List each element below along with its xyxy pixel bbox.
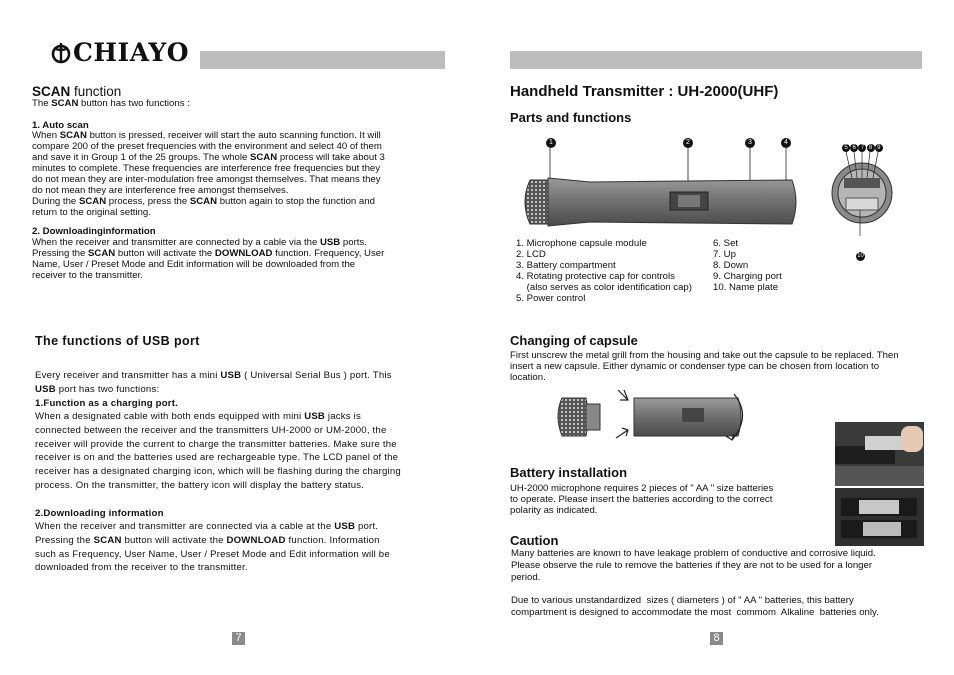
- auto-scan-heading: 1. Auto scan: [32, 120, 89, 131]
- text-line: [35, 548, 455, 562]
- text-run-bold: SCAN: [51, 98, 79, 109]
- text-run: ports.: [340, 237, 367, 248]
- text-run-bold: USB: [220, 370, 242, 381]
- battery-photo-top: [835, 422, 924, 486]
- battery-body: [510, 483, 810, 516]
- text-run: and save it in Group 1 of the 25 groups. The whole: [32, 152, 250, 163]
- text-run: port has two functions:: [55, 383, 160, 395]
- text-run-bold: SCAN: [249, 152, 278, 163]
- text-line: insert a new capsule. Either dynamic or condenser type can be chosen from location to: [510, 361, 880, 372]
- text-line: [32, 174, 452, 185]
- text-line: [32, 196, 452, 207]
- text-run: do not mean they are inter-modulation free amongst themselves. That means they: [32, 174, 381, 185]
- text-run: When a designated cable with both ends equipped with mini: [35, 411, 305, 422]
- capsule-change-illustration: [556, 386, 756, 446]
- text-run: jacks is: [325, 411, 361, 422]
- download-heading-1: 2. Downloadinginformation: [32, 226, 156, 237]
- text-line: Many batteries are known to have leakage problem of conductive and corrosive liquid.: [511, 548, 876, 559]
- capsule-body: [510, 350, 930, 383]
- auto-scan-body: [32, 130, 452, 218]
- parts-list-item: 4. Rotating protective cap for controls: [516, 271, 675, 282]
- text-run: button will activate the: [121, 534, 227, 546]
- parts-list-item: (also serves as color identification cap): [516, 282, 692, 293]
- text-run: When the receiver and transmitter are connected by a cable via the: [32, 237, 320, 248]
- scan-title-rest: function: [70, 84, 122, 99]
- text-line: to operate. Please insert the batteries according to the correct: [510, 494, 773, 505]
- text-run: minutes to complete. These frequencies are interference free frequencies but they: [32, 163, 381, 174]
- text-line: Due to various unstandardized sizes ( diameters ) of " AA " batteries, this battery: [511, 595, 854, 606]
- text-run: process will take about 3: [277, 152, 385, 163]
- text-run-bold: SCAN: [189, 196, 218, 207]
- text-line: [32, 185, 452, 196]
- text-line: [32, 248, 452, 259]
- text-run: return to the original setting.: [32, 207, 151, 218]
- download-body-1: [32, 237, 452, 281]
- scan-intro: [32, 98, 190, 109]
- text-line: [35, 479, 455, 493]
- text-run: button again to stop the function and: [217, 196, 375, 207]
- text-line: [32, 130, 452, 141]
- microphone-illustration: [510, 132, 810, 232]
- text-run: button has two functions :: [78, 98, 190, 109]
- text-run-bold: USB: [319, 237, 341, 248]
- callout-10: 10: [857, 253, 864, 259]
- brand-logo: [50, 38, 189, 67]
- parts-list-item: 5. Power control: [516, 293, 586, 304]
- parts-list-item: 6. Set: [713, 238, 739, 249]
- text-line: [35, 410, 455, 424]
- text-run: button will activate the: [115, 248, 215, 259]
- text-run: process, press the: [106, 196, 190, 207]
- text-line: [32, 141, 452, 152]
- usb-title: The functions of USB port: [35, 334, 200, 348]
- text-run: During the: [32, 196, 79, 207]
- text-line: [32, 207, 452, 218]
- text-run-bold: SCAN: [88, 248, 116, 259]
- text-run: connected between the receiver and the transmitters UH-2000 or UM-2000, the: [35, 424, 387, 436]
- charging-body: [35, 410, 455, 493]
- callout-2: 2: [683, 138, 693, 148]
- text-line: compartment is designed to accommodate the most commom Alkaline batteries only.: [511, 607, 879, 618]
- parts-list-item: 3. Battery compartment: [516, 260, 616, 271]
- text-line: [35, 438, 455, 452]
- text-run: compare 200 of the preset frequencies with the environment and select 40 of them: [32, 141, 382, 152]
- battery-photo-bottom: [835, 488, 924, 546]
- text-line: UH-2000 microphone requires 2 pieces of " AA " size batteries: [510, 483, 774, 494]
- text-run-bold: SCAN: [93, 534, 122, 546]
- text-run: ( Universal Serial Bus ) port. This: [241, 370, 392, 381]
- text-line: [35, 383, 455, 397]
- header-bar-right: [510, 51, 922, 69]
- text-run: function. Frequency, User: [272, 248, 385, 259]
- download-heading-2: 2.Downloading information: [35, 508, 164, 519]
- text-run-bold: USB: [334, 521, 356, 532]
- transmitter-title: Handheld Transmitter : UH-2000(UHF): [510, 83, 779, 100]
- logo-emblem-icon: [50, 41, 72, 65]
- parts-heading: Parts and functions: [510, 110, 632, 125]
- parts-list-left: [516, 238, 726, 304]
- text-line: Please observe the rule to remove the batteries if they are not to be used for a longer: [511, 560, 873, 571]
- text-run: port.: [355, 521, 379, 532]
- callout-4: 4: [781, 138, 791, 148]
- callout-1: 1: [546, 138, 556, 148]
- text-run: process. On the transmitter, the battery icon will display the battery status.: [35, 479, 365, 491]
- text-run-bold: USB: [35, 383, 56, 395]
- text-line: location.: [510, 372, 546, 383]
- callout-5: 5: [842, 144, 850, 152]
- callout-8: 8: [867, 144, 875, 152]
- text-run: receiver is on and the batteries used are rechargeable type. The LCD panel of the: [35, 452, 399, 464]
- scan-title-bold: SCAN: [32, 84, 71, 99]
- battery-heading: Battery installation: [510, 465, 628, 480]
- text-line: [32, 152, 452, 163]
- text-line: [32, 270, 452, 281]
- text-line: [35, 520, 455, 534]
- capsule-heading: Changing of capsule: [510, 333, 638, 348]
- text-run: Pressing the: [32, 248, 88, 259]
- text-run: Name, User / Preset Mode and Edit information will be downloaded from the: [32, 259, 356, 270]
- text-line: period.: [511, 572, 541, 583]
- text-run-bold: DOWNLOAD: [226, 534, 286, 546]
- text-run: The: [32, 98, 52, 109]
- text-run-bold: USB: [304, 411, 326, 422]
- parts-list-item: 2. LCD: [516, 249, 546, 260]
- parts-list-item: 7. Up: [713, 249, 736, 260]
- download-body-2: [35, 520, 455, 575]
- text-run: When: [32, 130, 60, 141]
- text-line: [35, 534, 455, 548]
- callout-3: 3: [745, 138, 755, 148]
- parts-list-item: 1. Microphone capsule module: [516, 238, 647, 249]
- text-run: receiver has a designated charging icon, which will be flashing during the charging: [35, 466, 401, 478]
- text-line: [511, 584, 931, 595]
- text-run: Pressing the: [35, 534, 94, 546]
- caution-body: [511, 548, 931, 619]
- text-line: [35, 465, 455, 479]
- text-line: [35, 424, 455, 438]
- control-cap-illustration: [830, 140, 896, 240]
- usb-intro: [35, 369, 455, 397]
- page-number-left: 7: [232, 632, 245, 645]
- charging-heading: 1.Function as a charging port.: [35, 398, 178, 409]
- brand-name: CHIAYO: [73, 38, 189, 67]
- text-run: Every receiver and transmitter has a mini: [35, 370, 221, 381]
- text-line: [35, 561, 455, 575]
- text-line: [35, 451, 455, 465]
- text-run: do not mean they are interference free amongst themselves.: [32, 185, 289, 196]
- text-run-bold: SCAN: [59, 130, 87, 141]
- text-run: such as Frequency, User Name, User / Preset Mode and Edit information will be: [35, 548, 390, 560]
- scan-title: [32, 84, 121, 99]
- text-run: button is pressed, receiver will start the auto scanning function. It will: [86, 130, 381, 141]
- text-run: receiver to the transmitter.: [32, 270, 143, 281]
- callout-9: 9: [875, 144, 883, 152]
- text-line: [32, 163, 452, 174]
- text-run: function. Information: [285, 534, 380, 546]
- text-line: [32, 259, 452, 270]
- text-run-bold: DOWNLOAD: [214, 248, 273, 259]
- text-run: When the receiver and transmitter are connected via a cable at the: [35, 521, 335, 532]
- text-run: receiver will provide the current to charge the transmitter batteries. Make sure the: [35, 438, 397, 450]
- callout-7: 7: [858, 144, 866, 152]
- callout-6: 6: [850, 144, 858, 152]
- parts-list-right: [713, 238, 823, 293]
- parts-list-item: 9. Charging port: [713, 271, 782, 282]
- text-line: [35, 369, 455, 383]
- parts-list-item: 8. Down: [713, 260, 749, 271]
- text-run: downloaded from the receiver to the transmitter.: [35, 562, 248, 574]
- header-bar-left: [200, 51, 445, 69]
- text-line: First unscrew the metal grill from the housing and take out the capsule to be replaced. Then: [510, 350, 899, 361]
- page-number-right: 8: [710, 632, 723, 645]
- text-line: [32, 237, 452, 248]
- text-run-bold: SCAN: [78, 196, 107, 207]
- text-line: polarity as indicated.: [510, 505, 598, 516]
- caution-heading: Caution: [510, 533, 559, 548]
- parts-list-item: 10. Name plate: [713, 282, 779, 293]
